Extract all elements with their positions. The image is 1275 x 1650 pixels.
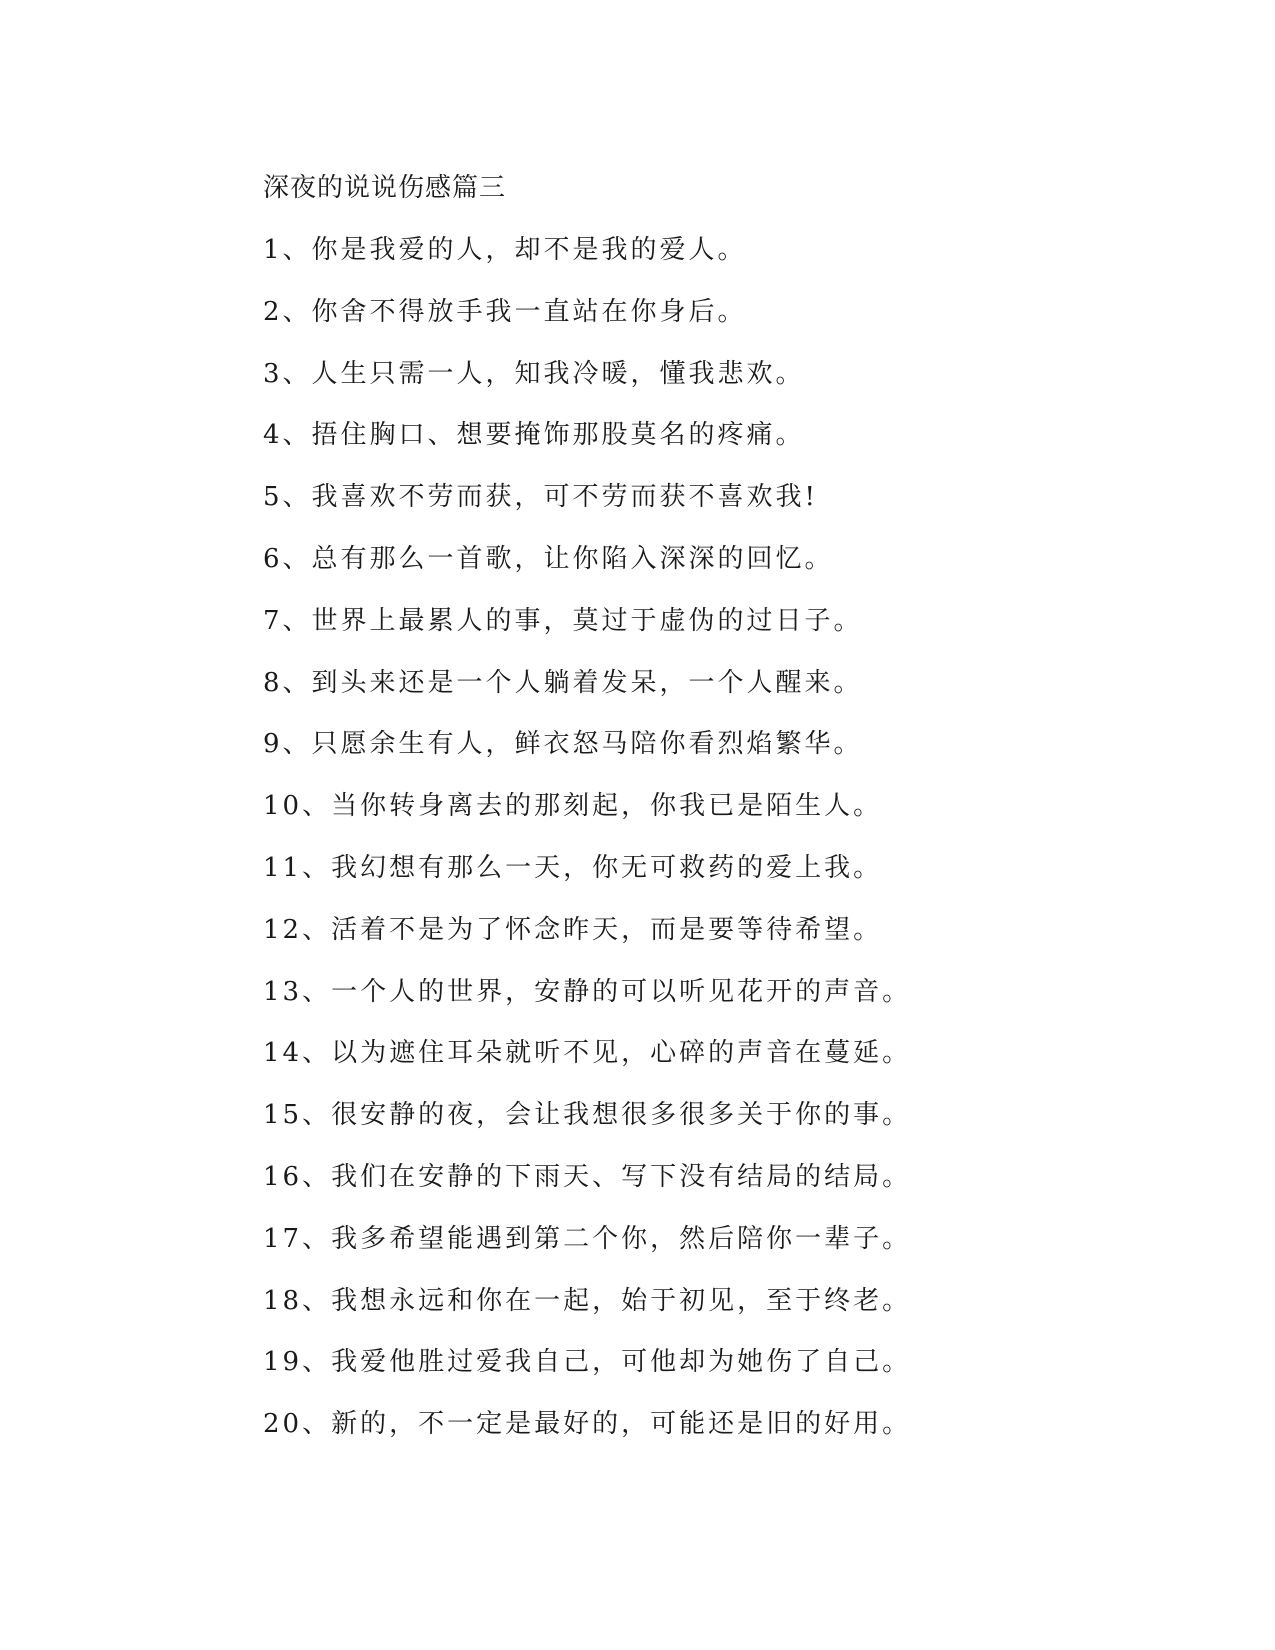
- list-item: 9、只愿余生有人，鲜衣怒马陪你看烈焰繁华。: [263, 729, 863, 760]
- list-item: 17、我多希望能遇到第二个你，然后陪你一辈子。: [263, 1223, 912, 1254]
- document-title: 深夜的说说伤感篇三: [263, 173, 507, 203]
- list-item: 1、你是我爱的人，却不是我的爱人。: [263, 235, 747, 265]
- quote-list: [263, 232, 911, 1468]
- list-item: 15、很安静的夜，会让我想很多很多关于你的事。: [263, 1100, 912, 1131]
- list-item: 6、总有那么一首歌，让你陷入深深的回忆。: [263, 543, 834, 574]
- list-item: 4、捂住胸口、想要掩饰那股莫名的疼痛。: [263, 420, 805, 451]
- list-item: 14、以为遮住耳朵就听不见，心碎的声音在蔓延。: [263, 1038, 912, 1069]
- list-item: 12、活着不是为了怀念昨天，而是要等待希望。: [263, 914, 883, 945]
- list-item: 7、世界上最累人的事，莫过于虚伪的过日子。: [263, 605, 863, 636]
- list-item: 13、一个人的世界，安静的可以听见花开的声音。: [263, 976, 912, 1007]
- list-item: 19、我爱他胜过爱我自己，可他却为她伤了自己。: [263, 1347, 912, 1378]
- list-item: 8、到头来还是一个人躺着发呆，一个人醒来。: [263, 667, 863, 698]
- list-item: 10、当你转身离去的那刻起，你我已是陌生人。: [263, 791, 883, 822]
- list-item: 16、我们在安静的下雨天、写下没有结局的结局。: [263, 1161, 912, 1192]
- list-item: 18、我想永远和你在一起，始于初见，至于终老。: [263, 1285, 912, 1316]
- list-item: 5、我喜欢不劳而获，可不劳而获不喜欢我!: [263, 482, 818, 513]
- list-item: 3、人生只需一人，知我冷暖，懂我悲欢。: [263, 358, 805, 389]
- list-item: 11、我幻想有那么一天，你无可救药的爱上我。: [263, 852, 883, 883]
- list-item: 2、你舍不得放手我一直站在你身后。: [263, 296, 747, 327]
- list-item: 20、新的，不一定是最好的，可能还是旧的好用。: [263, 1409, 912, 1440]
